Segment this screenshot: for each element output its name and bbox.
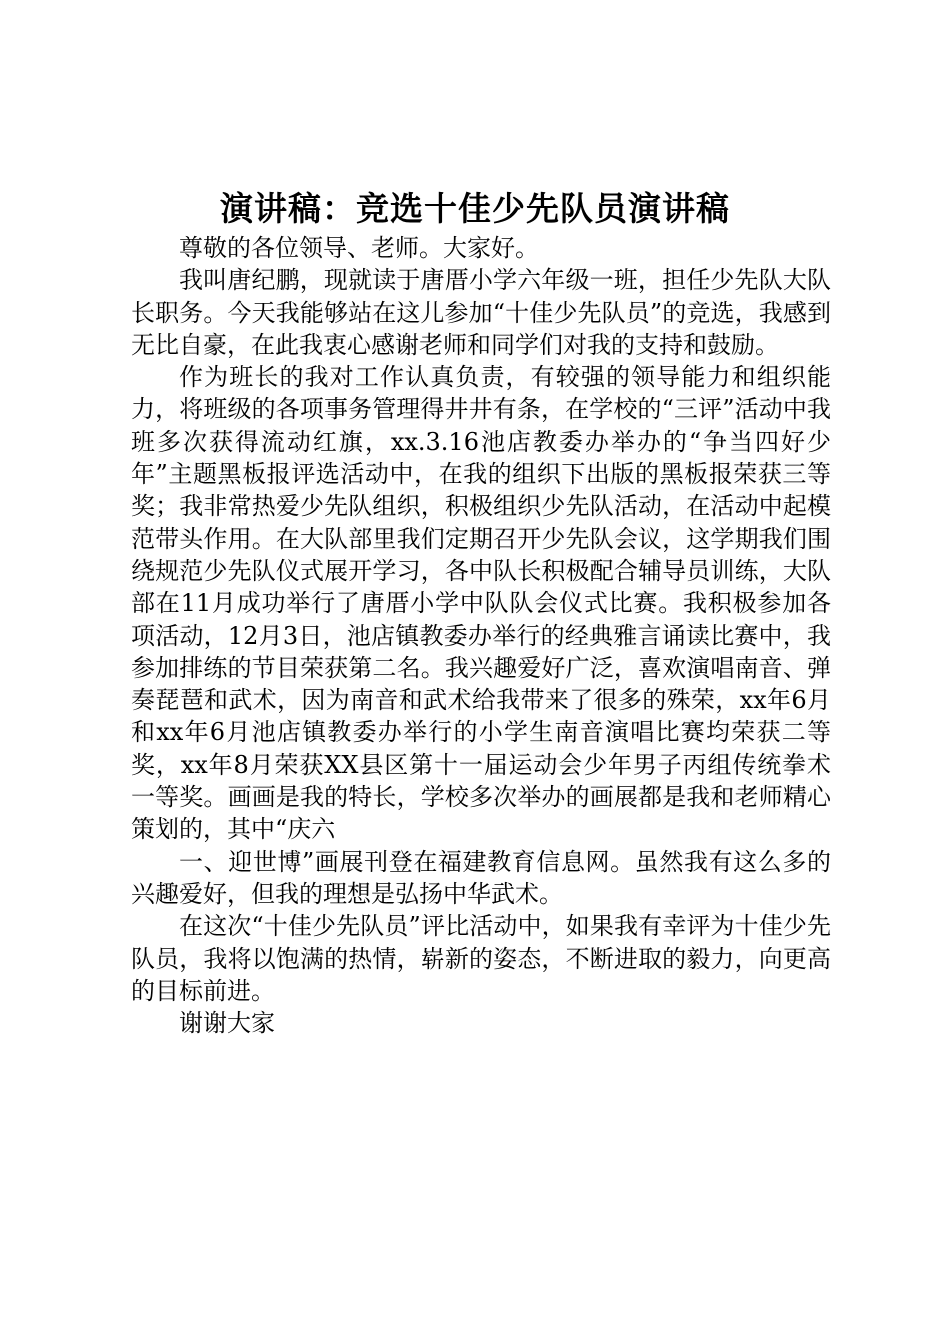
paragraph-exhibition: 一、迎世博”画展刊登在福建教育信息网。虽然我有这么多的兴趣爱好，但我的理想是弘扬中华武术。 xyxy=(131,847,831,908)
document-title: 演讲稿：竞选十佳少先队员演讲稿 xyxy=(220,189,730,228)
document-body xyxy=(131,232,831,1039)
paragraph-introduction: 我叫唐纪鹏，现就读于唐厝小学六年级一班，担任少先队大队长职务。今天我能够站在这儿参加“十佳少先队员”的竞选，我感到无比自豪，在此我衷心感谢老师和同学们对我的支持和鼓励。 xyxy=(131,266,831,359)
paragraph-greeting: 尊敬的各位领导、老师。大家好。 xyxy=(179,234,539,262)
paragraph-thanks: 谢谢大家 xyxy=(179,1009,275,1038)
paragraph-pledge: 在这次“十佳少先队员”评比活动中，如果我有幸评为十佳少先队员，我将以饱满的热情，崭新的姿态，不断进取的毅力，向更高的目标前进。 xyxy=(131,912,831,1005)
paragraph-achievements: 作为班长的我对工作认真负责，有较强的领导能力和组织能力，将班级的各项事务管理得井井有条，在学校的“三评”活动中我班多次获得流动红旗，xx.3.16池店教委办举办的“争当四好少年”主题黑板报评选活动中，在我的组织下出版的黑板报荣获三等奖；我非常热爱少先队组织，积极组织少先队活动，在活动中起模范带头作用。在大队部里我们定期召开少先队会议，这学期我们围绕规范少先队仪式展开学习，各中队长积极配合辅导员训练，大队部在11月成功举行了唐厝小学中队队会仪式比赛。我积极参加各项活动，12月3日，池店镇教委办举行的经典雅言诵读比赛中，我参加排练的节目荣获第二名。我兴趣爱好广泛，喜欢演唱南音、弹奏琵琶和武术，因为南音和武术给我带来了很多的殊荣，xx年6月和xx年6月池店镇教委办举行的小学生南音演唱比赛均荣获二等奖，xx年8月荣获XX县区第十一届运动会少年男子丙组传统拳术一等奖。画画是我的特长，学校多次举办的画展都是我和老师精心策划的，其中“庆六 xyxy=(131,363,831,844)
